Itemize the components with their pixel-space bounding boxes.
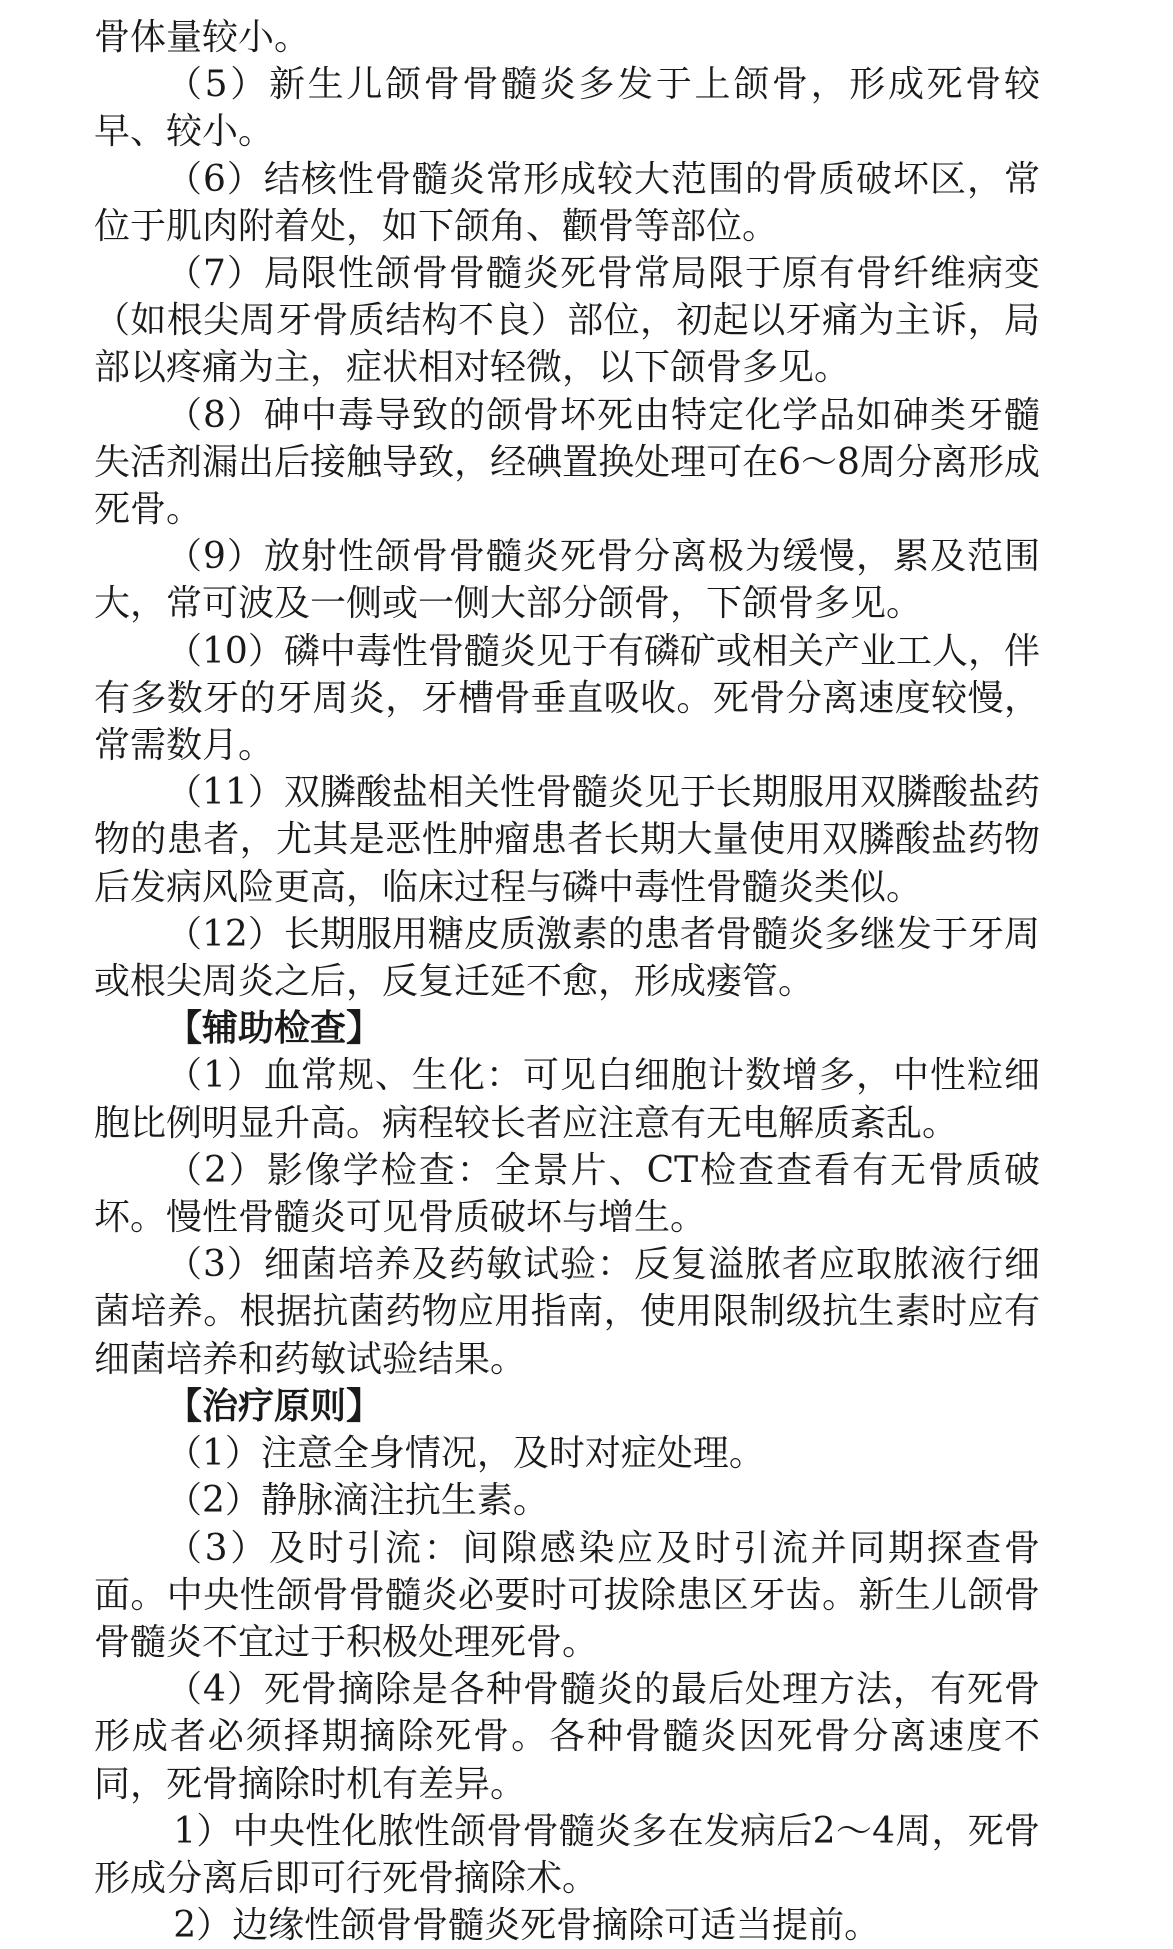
treatment-item-3: （3）及时引流：间隙感染应及时引流并同期探查骨面。中央性颌骨骨髓炎必要时可拔除患区牙齿。新生儿颌骨骨髓炎不宜过于积极处理死骨。 — [94, 1527, 1040, 1663]
paragraph-item-5: （5）新生儿颌骨骨髓炎多发于上颌骨，形成死骨较早、较小。 — [94, 64, 1040, 153]
aux-exam-item-2: （2）影像学检查：全景片、CT检查查看有无骨质破坏。慢性骨髓炎可见骨质破坏与增生。 — [94, 1149, 1040, 1239]
paragraph-item-8: （8）砷中毒导致的颌骨坏死由特定化学品如砷类牙髓失活剂漏出后接触导致，经碘置换处理可在6～8周分离形成死骨。 — [94, 394, 1040, 531]
aux-exam-item-1: （1）血常规、生化：可见白细胞计数增多，中性粒细胞比例明显升高。病程较长者应注意有无电解质紊乱。 — [94, 1055, 1040, 1144]
treatment-subitem-1: 1）中央性化脓性颌骨骨髓炎多在发病后2～4周，死骨形成分离后即可行死骨摘除术。 — [94, 1810, 1040, 1899]
paragraph-item-11: （11）双膦酸盐相关性骨髓炎见于长期服用双膦酸盐药物的患者，尤其是恶性肿瘤患者长期大量使用双膦酸盐药物后发病风险更高，临床过程与磷中毒性骨髓炎类似。 — [94, 772, 1040, 908]
paragraph-item-10: （10）磷中毒性骨髓炎见于有磷矿或相关产业工人，伴有多数牙的牙周炎，牙槽骨垂直吸收。死骨分离速度较慢，常需数月。 — [94, 630, 1040, 767]
treatment-item-2: （2）静脉滴注抗生素。 — [166, 1480, 549, 1522]
paragraph-item-6: （6）结核性骨髓炎常形成较大范围的骨质破坏区，常位于肌肉附着处，如下颌角、颧骨等部位。 — [94, 158, 1040, 247]
treatment-subitem-2: 2）边缘性颌骨骨髓炎死骨摘除可适当提前。 — [173, 1905, 881, 1947]
paragraph-continuation: 骨体量较小。 — [94, 17, 311, 58]
aux-exam-item-3: （3）细菌培养及药敏试验：反复溢脓者应取脓液行细菌培养。根据抗菌药物应用指南，使用限制级抗生素时应有细菌培养和药敏试验结果。 — [94, 1244, 1040, 1380]
section-heading-auxiliary-exam: 【辅助检查】 — [166, 1008, 383, 1050]
paragraph-item-7: （7）局限性颌骨骨髓炎死骨常局限于原有骨纤维病变（如根尖周牙骨质结构不良）部位，初起以牙痛为主诉，局部以疼痛为主，症状相对轻微，以下颌骨多见。 — [94, 253, 1040, 389]
section-heading-treatment: 【治疗原则】 — [166, 1385, 383, 1427]
paragraph-item-9: （9）放射性颌骨骨髓炎死骨分离极为缓慢，累及范围大，常可波及一侧或一侧大部分颌骨，下颌骨多见。 — [94, 536, 1040, 625]
document-page — [94, 14, 1040, 1949]
treatment-item-4: （4）死骨摘除是各种骨髓炎的最后处理方法，有死骨形成者必须择期摘除死骨。各种骨髓炎因死骨分离速度不同，死骨摘除时机有差异。 — [94, 1669, 1040, 1805]
paragraph-item-12: （12）长期服用糖皮质激素的患者骨髓炎多继发于牙周或根尖周炎之后，反复迁延不愈，形成瘘管。 — [94, 913, 1040, 1003]
treatment-item-1: （1）注意全身情况，及时对症处理。 — [166, 1433, 765, 1475]
